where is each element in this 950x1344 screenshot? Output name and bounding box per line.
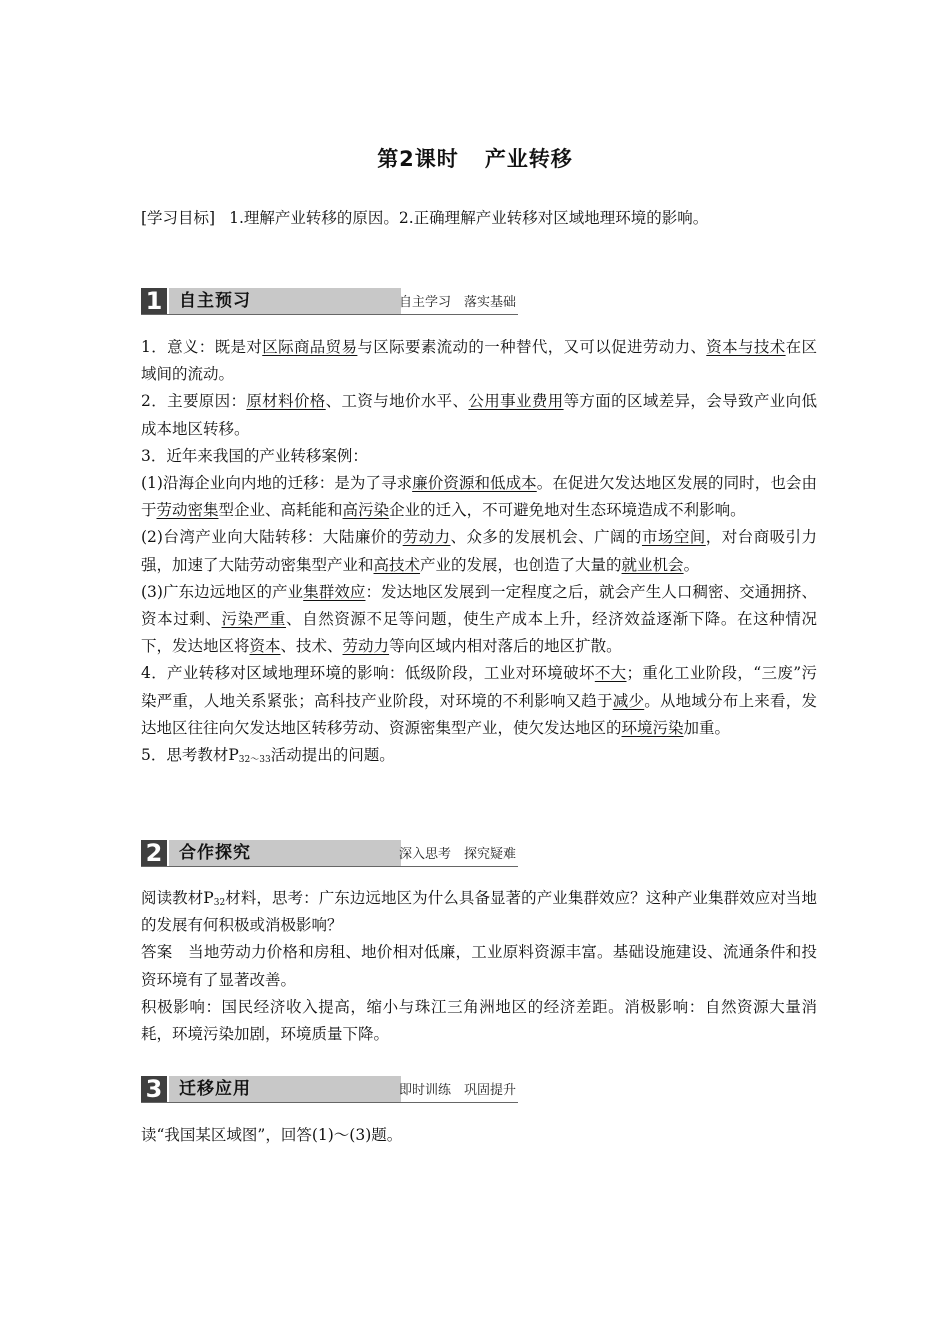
- section-header-apply: [141, 1076, 518, 1103]
- section-number: 2: [141, 840, 167, 866]
- answer-blank: 污染严重: [221, 610, 286, 629]
- section-tag: 自主学习 落实基础: [398, 295, 516, 310]
- answer: 答案 当地劳动力价格和房租、地价相对低廉，工业原料资源丰富。基础设施建设、流通条件和投资环境有了显著改善。: [141, 943, 817, 989]
- page-title: [0, 143, 950, 173]
- objectives-text: 1.理解产业转移的原因。2.正确理解产业转移对区域地理环境的影响。: [229, 209, 709, 227]
- paragraph: 1．意义：既是对区际商品贸易与区际要素流动的一种替代，又可以促进劳动力、资本与技术在区域间的流动。: [141, 338, 817, 384]
- answer-blank: 原材料价格: [246, 392, 326, 411]
- answer-blank: 不大: [594, 664, 627, 683]
- question: 阅读教材$P_{32}$材料，思考：广东边远地区为什么具备显著的产业集群效应？这种产业集群效应对当地的发展有何积极或消极影响？: [141, 889, 817, 935]
- section-name: 合作探究: [179, 843, 251, 863]
- learning-objectives: [141, 206, 821, 230]
- paragraph: 读“我国某区域图”，回答(1)～(3)题。: [141, 1126, 403, 1144]
- answer-blank: 劳动力: [402, 528, 451, 547]
- answer-blank: 资本: [249, 637, 281, 656]
- paragraph: (2)台湾产业向大陆转移：大陆廉价的劳动力、众多的发展机会、广阔的市场空间，对台商吸引力强，加速了大陆劳动密集型产业和高技术产业的发展，也创造了大量的就业机会。: [141, 528, 817, 574]
- answer-blank: 劳动力: [342, 637, 390, 656]
- section-header-explore: [141, 840, 518, 867]
- answer-blank: 高污染: [342, 501, 390, 520]
- paragraph: 4．产业转移对区域地理环境的影响：低级阶段，工业对环境破坏不大；重化工业阶段，“三废”污染严重，人地关系紧张；高科技产业阶段，对环境的不利影响又趋于减少。从地域分布上来看，发达地区往往向欠发达地区转移劳动、资源密集型产业，使欠发达地区的环境污染加重。: [141, 664, 817, 737]
- objectives-label: [学习目标]: [141, 209, 216, 227]
- section-header-preview: [141, 288, 518, 315]
- section-number: 1: [141, 288, 167, 314]
- answer-blank: 公用事业费用: [468, 392, 564, 411]
- section-tag: 即时训练 巩固提升: [398, 1083, 516, 1098]
- answer-blank: 环境污染: [621, 718, 684, 737]
- lesson-number: 第2课时: [377, 147, 459, 171]
- paragraph: 3．近年来我国的产业转移案例：: [141, 446, 368, 465]
- paragraph: (1)沿海企业向内地的迁移：是为了寻求廉价资源和低成本。在促进欠发达地区发展的同时，也会由于劳动密集型企业、高耗能和高污染企业的迁入，不可避免地对生态环境造成不利影响。: [141, 474, 817, 520]
- answer-blank: 市场空间: [641, 528, 706, 547]
- section-number: 3: [141, 1076, 167, 1102]
- section-name: 迁移应用: [179, 1079, 251, 1099]
- apply-content: [141, 1122, 817, 1149]
- answer-blank: 集群效应: [303, 582, 366, 601]
- answer-blank: 廉价资源和低成本: [412, 474, 537, 493]
- answer-blank: 减少: [612, 691, 645, 710]
- explore-content: [141, 885, 817, 1048]
- preview-content: [141, 334, 817, 769]
- lesson-topic: 产业转移: [484, 147, 573, 171]
- answer-blank: 劳动密集: [156, 501, 219, 520]
- paragraph: (3)广东边远地区的产业集群效应：发达地区发展到一定程度之后，就会产生人口稠密、交通拥挤、资本过剩、污染严重、自然资源不足等问题，使生产成本上升，经济效益逐渐下降。在这种情况下，发达地区将资本、技术、劳动力等向区域内相对落后的地区扩散。: [141, 582, 817, 656]
- paragraph: 2．主要原因：原材料价格、工资与地价水平、公用事业费用等方面的区域差异，会导致产业向低成本地区转移。: [141, 392, 817, 438]
- answer-blank: 高技术: [373, 555, 421, 574]
- answer-blank: 区际商品贸易: [262, 338, 358, 356]
- section-tag: 深入思考 探究疑难: [398, 847, 516, 862]
- answer-blank: 就业机会: [621, 555, 684, 574]
- section-name: 自主预习: [179, 291, 251, 311]
- answer-blank: 资本与技术: [706, 338, 786, 356]
- impact: 积极影响：国民经济收入提高，缩小与珠江三角洲地区的经济差距。消极影响：自然资源大量消耗，环境污染加剧，环境质量下降。: [141, 997, 817, 1044]
- paragraph: 5．思考教材$P_{32\sim 33}$活动提出的问题。: [141, 746, 395, 766]
